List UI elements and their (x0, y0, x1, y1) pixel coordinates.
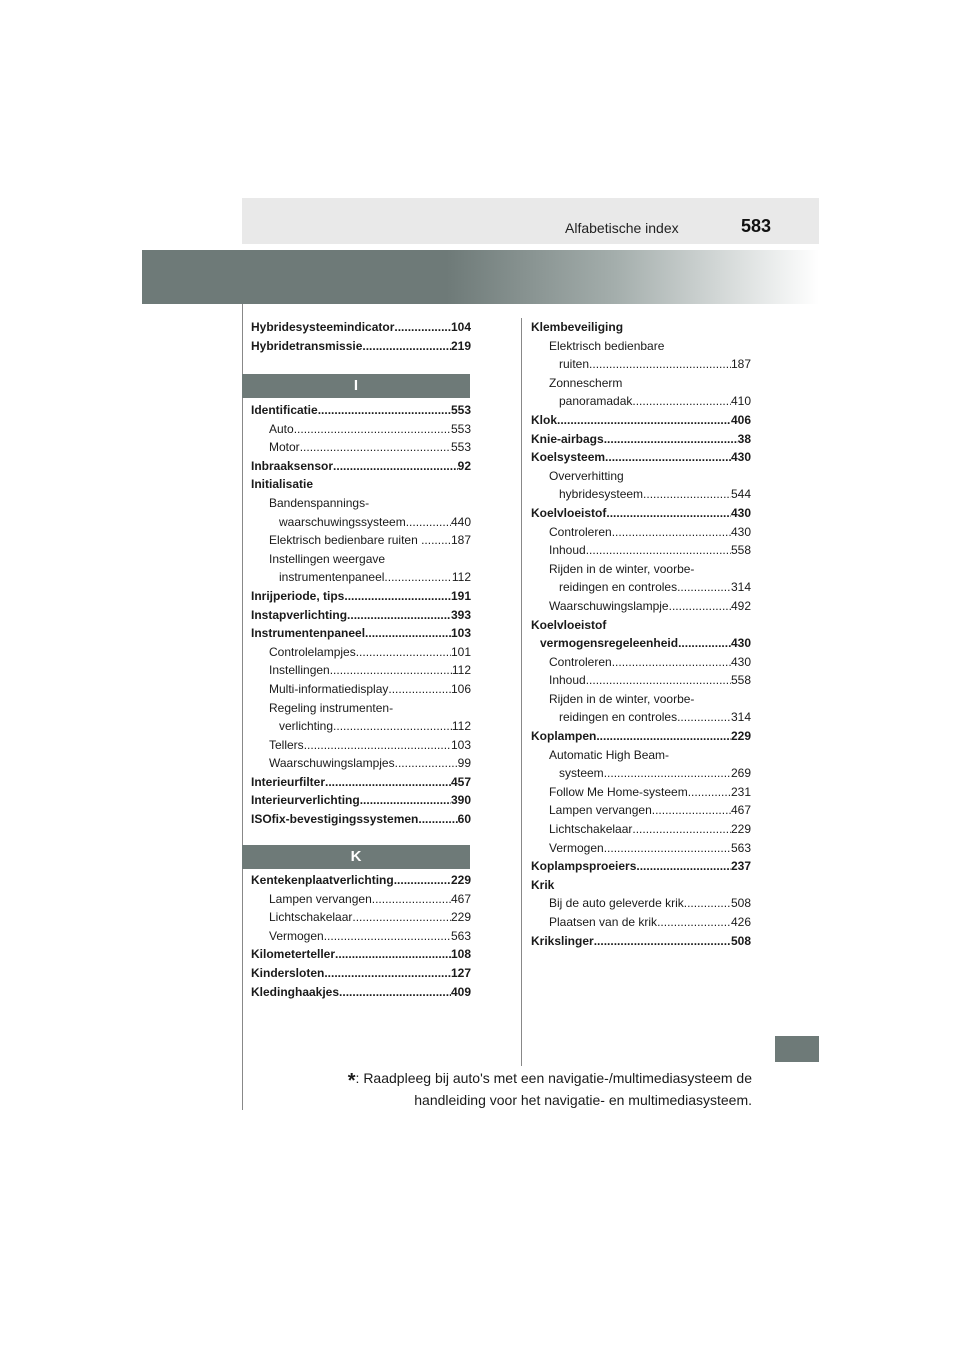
index-term: Motor (269, 440, 300, 455)
dot-leader (424, 531, 451, 550)
index-term: Kindersloten (251, 965, 325, 980)
index-entry (531, 764, 751, 783)
index-entry (251, 401, 471, 420)
index-page-ref: 467 (730, 803, 751, 818)
index-term: ruiten (559, 357, 590, 372)
dot-leader (636, 857, 731, 876)
index-term: Identificatie (251, 403, 318, 417)
index-page-ref: 103 (450, 626, 471, 641)
index-page-ref: 410 (730, 394, 751, 409)
index-term: Instellingen weergave (269, 551, 386, 566)
index-page-ref: 314 (730, 710, 751, 725)
index-column-1-top (251, 318, 471, 355)
dot-leader (330, 661, 452, 680)
dot-leader (688, 783, 731, 802)
index-page-ref: 219 (450, 338, 471, 353)
index-page-ref: 430 (730, 505, 751, 520)
index-entry (251, 420, 471, 439)
dot-leader (596, 727, 731, 746)
dot-leader (333, 717, 452, 736)
index-term: Multi-informatiedisplay (269, 681, 389, 696)
index-entry (531, 318, 751, 337)
index-entry (531, 932, 751, 951)
index-page-ref: 492 (730, 598, 751, 613)
index-page-ref: 237 (730, 859, 751, 874)
index-term: panoramadak (559, 394, 633, 409)
dot-leader (684, 894, 731, 913)
index-entry (531, 485, 751, 504)
index-entry (251, 550, 471, 569)
index-entry (531, 857, 751, 876)
index-entry (251, 699, 471, 718)
index-term: Rijden in de winter, voorbe- (549, 561, 695, 576)
index-term: Instrumentenpaneel (251, 626, 366, 641)
index-term: Kledinghaakjes (251, 984, 340, 999)
dot-leader (418, 810, 457, 829)
index-term: Oververhitting (549, 468, 624, 483)
index-entry (531, 578, 751, 597)
index-entry (251, 624, 471, 643)
index-entry (251, 908, 471, 927)
index-term: Kilometerteller (251, 947, 336, 962)
index-entry (251, 927, 471, 946)
index-entry (531, 671, 751, 690)
index-entry (531, 337, 751, 356)
index-term: Inhoud (549, 673, 586, 688)
index-page-ref: 187 (450, 533, 471, 548)
index-entry (531, 504, 751, 523)
index-term: Vermogen (269, 928, 324, 943)
index-page-ref: 430 (730, 524, 751, 539)
index-page-ref: 101 (450, 644, 471, 659)
index-entry (531, 374, 751, 393)
index-term: Kentekenplaatverlichting (251, 873, 394, 887)
index-entry (251, 513, 471, 532)
index-page-ref: 467 (450, 891, 471, 906)
dot-leader (388, 680, 451, 699)
dot-leader (384, 568, 451, 587)
index-term: Controleren (549, 654, 612, 669)
dot-leader (657, 913, 731, 932)
index-entry (531, 430, 751, 449)
index-page-ref: 191 (450, 588, 471, 603)
index-entry (251, 568, 471, 587)
index-entry (531, 634, 751, 653)
index-term: Waarschuwingslampjes (269, 756, 395, 771)
dot-leader (604, 839, 731, 858)
dot-leader (586, 671, 731, 690)
index-page-ref: 231 (730, 784, 751, 799)
index-term: waarschuwingssysteem (279, 514, 406, 529)
index-page-ref: 558 (730, 673, 751, 688)
dot-leader (586, 541, 731, 560)
index-term: Automatic High Beam- (549, 747, 670, 762)
index-term: Lampen vervangen (549, 803, 652, 818)
index-entry (251, 736, 471, 755)
index-entry (531, 727, 751, 746)
index-term: ISOfix-bevestigingssystemen (251, 812, 419, 827)
dot-leader (394, 318, 451, 337)
index-entry (531, 597, 751, 616)
index-term: Koelsysteem (531, 450, 606, 465)
dot-leader (394, 871, 451, 890)
index-term: Lichtschakelaar (549, 822, 633, 837)
dot-leader (605, 448, 731, 467)
index-term: Follow Me Home-systeem (549, 784, 688, 799)
index-page-ref: 426 (730, 915, 751, 929)
index-entry (251, 643, 471, 662)
dot-leader (406, 513, 451, 532)
section-letter-k: K (242, 845, 470, 869)
index-term: Elektrisch bedienbare ruiten . (269, 533, 425, 548)
index-term: Auto (269, 421, 294, 436)
left-margin-rule (242, 304, 243, 1110)
dot-leader (365, 624, 451, 643)
index-term: Hybridesysteemindicator (251, 320, 395, 334)
footnote-line-2: handleiding voor het navigatie- en multimediasysteem. (414, 1092, 752, 1108)
index-term: Plaatsen van de krik (549, 915, 658, 929)
index-term: Interieurfilter (251, 774, 326, 789)
index-entry (531, 523, 751, 542)
index-page-ref: 60 (457, 812, 471, 827)
index-page-ref: 553 (450, 440, 471, 455)
index-term: reidingen en controles (559, 710, 678, 725)
index-entry (531, 839, 751, 858)
dot-leader (347, 606, 451, 625)
index-term: Vermogen (549, 840, 604, 855)
index-term: Krik (531, 877, 555, 892)
index-page-ref: 187 (730, 357, 751, 372)
dot-leader (677, 708, 731, 727)
index-term: Klok (531, 412, 558, 427)
index-page-ref: 563 (450, 928, 471, 943)
index-entry (531, 801, 751, 820)
index-entry (251, 964, 471, 983)
dot-leader (372, 890, 451, 909)
index-entry (531, 467, 751, 486)
dot-leader (339, 983, 451, 1002)
dot-leader (356, 643, 451, 662)
index-term: Rijden in de winter, voorbe- (549, 691, 695, 706)
index-page-ref: 430 (730, 450, 751, 465)
index-term: Waarschuwingslampje (549, 598, 669, 613)
index-entry (251, 457, 471, 476)
index-column-1-i (251, 401, 471, 829)
index-page-ref: 112 (451, 663, 471, 678)
index-page-ref: 229 (730, 822, 751, 837)
index-term: Inbraaksensor (251, 458, 334, 473)
index-term: Elektrisch bedienbare (549, 338, 665, 353)
index-entry (251, 438, 471, 457)
dot-leader (594, 932, 731, 951)
dot-leader (604, 430, 738, 449)
index-page-ref: 104 (450, 320, 471, 334)
index-term: Klembeveiliging (531, 320, 624, 334)
dot-leader (612, 653, 731, 672)
dot-leader (652, 801, 731, 820)
index-entry (251, 945, 471, 964)
index-entry (531, 820, 751, 839)
index-term: verlichting (279, 719, 334, 734)
index-page-ref: 508 (730, 933, 751, 948)
index-entry (251, 754, 471, 773)
header-band (242, 198, 819, 244)
index-page-ref: 558 (730, 543, 751, 558)
index-page-ref: 127 (450, 965, 471, 980)
index-page-ref: 544 (730, 487, 751, 502)
index-page-ref: 112 (451, 719, 471, 734)
dot-leader (344, 587, 451, 606)
index-entry (251, 494, 471, 513)
index-entry (531, 541, 751, 560)
index-page-ref: 229 (450, 873, 471, 887)
index-entry (531, 876, 751, 895)
dot-leader (300, 438, 451, 457)
index-term: Instellingen (269, 663, 330, 678)
dot-leader (604, 764, 731, 783)
index-term: Interieurverlichting (251, 793, 360, 808)
index-entry (531, 783, 751, 802)
index-term: Inrijperiode, tips (251, 588, 345, 603)
index-entry (531, 653, 751, 672)
index-entry (251, 318, 471, 337)
index-term: Knie-airbags (531, 431, 604, 446)
index-term: Controlelampjes (269, 644, 356, 659)
index-term: reidingen en controles (559, 580, 678, 595)
index-page-ref: 393 (450, 607, 471, 622)
index-entry (251, 890, 471, 909)
footnote (300, 1069, 752, 1110)
index-page-ref: 406 (730, 412, 751, 427)
index-entry (251, 791, 471, 810)
dot-leader (324, 927, 451, 946)
index-entry (251, 773, 471, 792)
dot-leader (677, 578, 731, 597)
dot-leader (678, 634, 731, 653)
index-term: Hybridetransmissie (251, 338, 363, 353)
index-page-ref: 553 (450, 403, 471, 417)
index-entry (251, 337, 471, 356)
index-page-ref: 92 (457, 458, 471, 473)
index-term: Bandenspannings- (269, 495, 370, 510)
index-page-ref: 112 (451, 570, 471, 585)
index-page-ref: 430 (730, 654, 751, 669)
index-term: Controleren (549, 524, 612, 539)
index-page-ref: 390 (450, 793, 471, 808)
dot-leader (318, 401, 451, 420)
index-term: Koelvloeistof (531, 505, 607, 520)
index-entry (251, 983, 471, 1002)
index-term: Initialisatie (251, 477, 314, 492)
index-page-ref: 229 (730, 729, 751, 744)
dot-leader (362, 337, 451, 356)
index-entry (531, 690, 751, 709)
index-term: vermogensregeleenheid (540, 636, 679, 651)
index-term: Lampen vervangen (269, 891, 372, 906)
dot-leader (632, 392, 731, 411)
index-page-ref: 106 (450, 681, 471, 696)
dot-leader (606, 504, 731, 523)
index-page-ref: 457 (450, 774, 471, 789)
dot-leader (304, 736, 451, 755)
index-entry (531, 708, 751, 727)
index-entry (251, 531, 471, 550)
dot-leader (632, 820, 731, 839)
index-entry (531, 392, 751, 411)
column-divider-rule (521, 318, 522, 1066)
index-term: Krikslinger (531, 933, 594, 948)
index-page-ref: 314 (730, 580, 751, 595)
index-column-1-k (251, 871, 471, 1001)
index-term: Inhoud (549, 543, 586, 558)
section-letter-i: I (242, 374, 470, 398)
dot-leader (669, 597, 731, 616)
dot-leader (612, 523, 731, 542)
index-entry (531, 560, 751, 579)
index-page-ref: 440 (450, 514, 471, 529)
index-term: Lichtschakelaar (269, 910, 353, 925)
index-entry (251, 680, 471, 699)
index-entry (531, 411, 751, 430)
index-term: Instapverlichting (251, 607, 348, 622)
page-number: 583 (741, 216, 772, 236)
dot-leader (557, 411, 731, 430)
index-entry (531, 746, 751, 765)
index-term: hybridesysteem (559, 487, 644, 502)
dot-leader (324, 964, 451, 983)
footnote-marker: * (347, 1070, 356, 1092)
dot-leader (294, 420, 451, 439)
dot-leader (643, 485, 731, 504)
index-entry (531, 355, 751, 374)
index-term: instrumentenpaneel (279, 570, 385, 585)
index-page-ref: 430 (730, 636, 751, 651)
dot-leader (335, 945, 451, 964)
index-entry (531, 894, 751, 913)
index-page-ref: 553 (450, 421, 471, 436)
footnote-line-1: : Raadpleeg bij auto's met een navigatie-/multimediasysteem de (355, 1070, 752, 1086)
index-term: Regeling instrumenten- (269, 700, 394, 715)
index-entry (251, 587, 471, 606)
index-term: Koplampen (531, 729, 597, 744)
index-page-ref: 229 (450, 910, 471, 925)
index-entry (251, 871, 471, 890)
index-page-ref: 103 (450, 737, 471, 752)
index-entry (251, 475, 471, 494)
index-page-ref: 508 (730, 896, 751, 911)
index-term: systeem (559, 766, 604, 781)
index-term: Bij de auto geleverde krik (549, 896, 684, 911)
index-page-ref: 409 (450, 984, 471, 999)
index-page-ref: 38 (737, 431, 751, 446)
index-term: Koplampsproeiers (531, 859, 637, 874)
index-term: Koelvloeistof (531, 617, 607, 632)
index-page-ref: 563 (730, 840, 751, 855)
index-entry (251, 717, 471, 736)
index-entry (531, 448, 751, 467)
dot-leader (360, 791, 451, 810)
index-entry (531, 913, 751, 932)
running-header-title: Alfabetische index (565, 220, 679, 236)
dot-leader (333, 457, 458, 476)
index-entry (531, 616, 751, 635)
index-page-ref: 269 (730, 766, 751, 781)
dot-leader (325, 773, 451, 792)
dot-leader (352, 908, 451, 927)
decorative-gradient-band (142, 250, 819, 304)
dot-leader (589, 355, 731, 374)
index-entry (251, 810, 471, 829)
index-column-2 (531, 318, 751, 950)
dot-leader (395, 754, 458, 773)
index-entry (251, 661, 471, 680)
index-term: Tellers (269, 737, 304, 752)
index-term: Zonnescherm (549, 375, 623, 390)
index-page-ref: 108 (450, 947, 471, 962)
index-page-ref: 99 (457, 756, 471, 771)
index-entry (251, 606, 471, 625)
section-thumb-tab (775, 1036, 819, 1062)
